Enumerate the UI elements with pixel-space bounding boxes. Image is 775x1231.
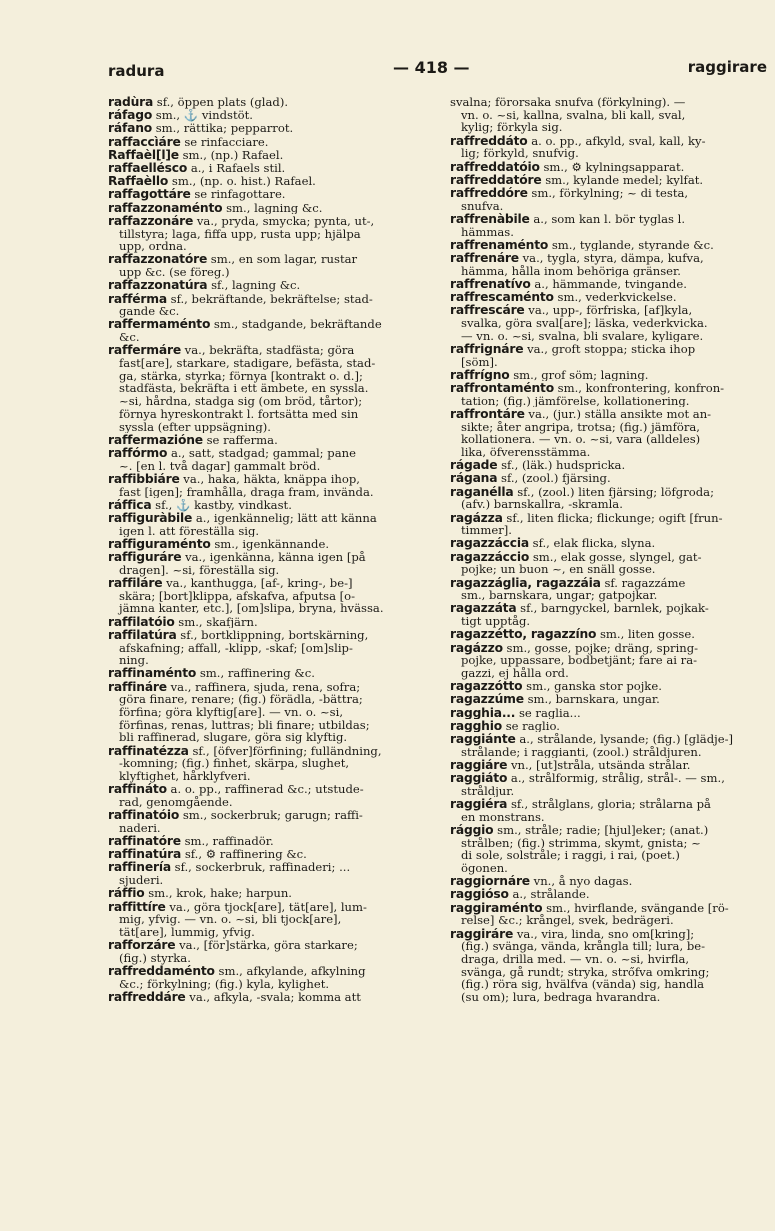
dictionary-entry [450, 512, 768, 537]
entry-definition: sf., sockerbruk, raffinaderi; ... sjuderi. [119, 861, 351, 887]
entry-definition: va., upp-, förfriska, [af]kyla, svalka, göra sval[are]; läska, vederkvicka. — vn. o. ~si, svalna, bli svalare, kyligare. [461, 304, 708, 343]
entry-headword: ráfago [108, 109, 153, 122]
entry-definition: sm., rättika; pepparrot. [155, 122, 294, 136]
entry-definition: sf., strålglans, gloria; strålarna på en monstrans. [461, 797, 711, 824]
entry-headword: ragazzáta [450, 602, 517, 616]
dictionary-entry [108, 215, 433, 253]
entry-headword: Raffaèl[l]e [108, 148, 179, 162]
entry-definition: va., pryda, smycka; pynta, ut-, tillstyra; laga, fiffa upp, rusta upp; hjälpa upp, ordna. [119, 214, 375, 253]
dictionary-entry [450, 875, 768, 888]
entry-definition: sm., stråle; radie; [hjul]eker; (anat.) strålben; (fig.) strimma, skymt, gnista; ~ di sole, solstråle; i raggi, i rai, (poet.) ögonen. [461, 823, 709, 875]
entry-headword: ragazzúme [450, 693, 524, 707]
entry-definition: sm., elak gosse, slyngel, gat- pojke; un buon ~, en snäll gosse. [461, 550, 702, 577]
dictionary-entry [450, 772, 768, 797]
entry-headword: ragazzáccio [450, 550, 530, 564]
dictionary-entry [108, 835, 433, 848]
dictionary-entry [108, 149, 433, 162]
entry-definition: svalna; förorsaka snufva (förkylning). — vn. o. ~si, kallna, svalna, bli kall, sval, kylig; förkyla sig. [450, 96, 686, 135]
dictionary-entry [108, 901, 433, 939]
dictionary-entry [108, 745, 433, 783]
dictionary-entry [450, 304, 768, 342]
left-guide-word: radura [108, 62, 165, 80]
dictionary-entry [108, 293, 433, 318]
dictionary-entry [108, 96, 433, 109]
entry-definition: a., som kan l. bör tyglas l. hämmas. [461, 212, 686, 239]
entry-headword: raffrignáre [450, 342, 524, 356]
dictionary-entry [108, 279, 433, 292]
dictionary-entry [450, 642, 768, 680]
dictionary-entry [450, 707, 768, 720]
entry-definition: sm., krok, hake; harpun. [148, 887, 292, 901]
dictionary-entry [108, 551, 433, 576]
entry-definition: va., raffinera, sjuda, rena, sofra; göra finare, renare; (fig.) förädla, -bättra; förfina; göra klyftig[are]. — vn. o. ~si, förfinas, renas, luttras; bli finare; utbildas; bli raffinerad, slugare, göra sig klyftig. [119, 680, 370, 745]
entry-headword: ragazzétto, ragazzíno [450, 628, 597, 642]
entry-definition: sf., ⚓ kastby, vindkast. [155, 498, 292, 512]
entry-definition: a., strålande. [512, 888, 590, 902]
entry-headword: raffermáre [108, 344, 181, 358]
entry-definition: va., haka, häkta, knäppa ihop, fast [igen]; framhålla, draga fram, invända. [119, 472, 374, 499]
entry-definition: sm., skafjärn. [178, 615, 258, 629]
dictionary-entry [108, 667, 433, 680]
entry-definition: sm., raffinadör. [184, 835, 274, 848]
entry-headword: raffilatúra [108, 628, 177, 642]
dictionary-entry [108, 434, 433, 447]
entry-headword: raffermaménto [108, 318, 211, 332]
entry-definition: va., göra tjock[are], tät[are], lum- mig, yfvig. — vn. o. ~si, bli tjock[are], tät[are], lummig, yfvig. [119, 900, 367, 939]
entry-headword: raffreddatóre [450, 173, 542, 187]
entry-definition: va., kanthugga, [af-, kring-, be-] skära; [bort]klippa, afskafva, afputsa [o- jämna kanter, etc.], [om]slipa, bryna, hvässa. [119, 577, 384, 616]
dictionary-entry [450, 369, 768, 382]
entry-definition: va., tygla, styra, dämpa, kufva, hämma, hålla inom behöriga gränser. [461, 251, 704, 278]
dictionary-entry [450, 902, 768, 927]
entry-headword: ráffio [108, 887, 145, 901]
entry-headword: raffaccìáre [108, 135, 181, 149]
entry-headword: raffrenáre [450, 251, 519, 265]
entry-definition: a., i Rafaels stil. [190, 162, 286, 175]
dictionary-entry [450, 278, 768, 291]
dictionary-entry [108, 783, 433, 808]
entry-headword: raffittíre [108, 900, 166, 914]
entry-definition: sm., en som lagar, rustar upp &c. (se föreg.) [119, 253, 358, 279]
entry-headword: ráffica [108, 498, 152, 512]
entry-headword: raggiraménto [450, 901, 543, 915]
entry-definition: vn., å nyo dagas. [533, 875, 633, 888]
dictionary-entry [450, 693, 768, 706]
entry-headword: raggióso [450, 888, 509, 902]
entry-headword: raggiáto [450, 772, 508, 786]
entry-definition: a., strålformig, strålig, strål-. — sm., stråldjur. [461, 772, 725, 798]
entry-definition: sf., öppen plats (glad). [156, 96, 289, 109]
entry-headword: raffazzonatóre [108, 253, 208, 267]
entry-headword: raggiráre [450, 927, 514, 941]
entry-definition: sm., gosse, pojke; dräng, spring- pojke, uppassare, bodbetjänt; fare ai ra- gazzi, ej hålla ord. [461, 641, 699, 680]
entry-definition: sm., ganska stor pojke. [526, 680, 662, 693]
entry-definition: sf., [öfver]förfining; fulländning, -komning; (fig.) finhet, skärpa, slughet, klyftighet, hårklyfveri. [119, 744, 382, 783]
dictionary-entry [450, 252, 768, 277]
dictionary-entry [108, 202, 433, 215]
entry-definition: se rinfacciare. [184, 135, 269, 149]
entry-definition: sf., elak flicka, slyna. [532, 537, 656, 551]
entry-headword: ragázzo [450, 641, 503, 655]
entry-definition: sm., hvirflande, svängande [rö- relse] &c.; krångel, svek, bedrägeri. [461, 901, 729, 927]
entry-headword: rafforzáre [108, 939, 176, 953]
entry-headword: ragazzáglia, ragazzáia [450, 576, 601, 590]
entry-definition: se rafferma. [206, 433, 278, 447]
entry-definition: sf., barngyckel, barnlek, pojkak- tigt upptåg. [461, 602, 709, 628]
entry-definition: sm., ⚙ kylningsapparat. [543, 160, 685, 174]
entry-headword: raffrescaménto [450, 291, 554, 304]
entry-headword: raffinatóre [108, 835, 181, 848]
entry-headword: raggiornáre [450, 875, 530, 888]
entry-headword: rágana [450, 472, 498, 486]
dictionary-entry [450, 291, 768, 304]
dictionary-entry [108, 109, 433, 122]
entry-definition: sm., stadgande, bekräftande &c. [119, 318, 382, 344]
dictionary-entry [108, 939, 433, 964]
entry-definition: sm., (np. o. hist.) Rafael. [171, 175, 316, 188]
entry-headword: raffinatóio [108, 809, 180, 823]
entry-headword: raffórmo [108, 446, 168, 460]
entry-headword: raffrescáre [450, 304, 525, 318]
entry-headword: raffrenatívo [450, 277, 531, 291]
dictionary-entry [108, 577, 433, 615]
entry-definition: sf., (läk.) hudspricka. [501, 459, 626, 472]
dictionary-entry [108, 681, 433, 745]
entry-definition: va., bekräfta, stadfästa; göra fast[are], starkare, stadigare, befästa, stad- ga, stärka, styrka; förnya [kontrakt o. d.]; stadfästa, bekräfta i ett ämbete, en syssla. ~si, hårdna, stadga sig (om bröd, tårtor); förnya hyreskontrakt l. fortsätta med sin syssla (efter uppsägning). [119, 344, 376, 434]
dictionary-entry [450, 161, 768, 174]
entry-definition: sm., förkylning; ~ di testa, snufva. [461, 186, 689, 213]
entry-definition: a. o. pp., afkyld, sval, kall, ky- lig; förkyld, snufvig. [461, 134, 706, 161]
entry-definition: sm., konfrontering, konfron- tation; (fig.) jämförelse, kollationering. [461, 381, 725, 408]
entry-definition: sm., grof söm; lagning. [513, 368, 649, 382]
dictionary-entry [450, 382, 768, 407]
dictionary-entry [108, 162, 433, 175]
dictionary-entry [450, 720, 768, 733]
entry-headword: raggiánte [450, 732, 516, 746]
dictionary-entry [450, 577, 768, 602]
dictionary-entry [450, 408, 768, 459]
dictionary-entry [108, 809, 433, 834]
entry-headword: raganélla [450, 485, 514, 499]
entry-definition: va., vira, linda, sno om[kring]; (fig.) svänga, vända, krångla till; lura, be- draga, drilla med. — vn. o. ~si, hvirfla, svänga, gå rundt; stryka, strőfva omkring; (fig.) röra sig, hvälfva (vända) sig, handla (su om); lura, bedraga hvarandra. [461, 927, 710, 1004]
entry-headword: raggiéra [450, 797, 508, 811]
entry-definition: se raglia... [518, 706, 581, 720]
entry-definition: va., afkyla, -svala; komma att [189, 991, 361, 1004]
entry-headword: ragghia... [450, 706, 516, 720]
entry-definition: sm., (np.) Rafael. [182, 148, 284, 162]
entry-headword: raffrígno [450, 368, 510, 382]
dictionary-entry [108, 616, 433, 629]
dictionary-entry [450, 187, 768, 212]
dictionary-entry [108, 848, 433, 861]
dictionary-entry [108, 538, 433, 551]
dictionary-entry [450, 798, 768, 823]
dictionary-entry [450, 343, 768, 368]
dictionary-entry [450, 759, 768, 772]
page-number: — 418 — [393, 58, 470, 77]
dictionary-entry [108, 344, 433, 433]
entry-definition: a., igenkännelig; lätt att känna igen l. att föreställa sig. [119, 512, 377, 538]
left-column [108, 96, 433, 1004]
entry-headword: raffazzonáre [108, 214, 194, 228]
entry-headword: ragázza [450, 511, 503, 525]
entry-definition: a., strålande, lysande; (fig.) [glädje-] strålande; i raggianti, (zool.) stråldjuren. [461, 732, 734, 759]
dictionary-entry [450, 459, 768, 472]
entry-headword: raffazzonatúra [108, 279, 208, 293]
entry-headword: raffrontaménto [450, 381, 554, 395]
dictionary-entry [108, 318, 433, 343]
dictionary-entry [450, 628, 768, 641]
entry-headword: ragazzáccia [450, 537, 529, 551]
entry-definition: a. o. pp., raffinerad &c.; utstude- rad, genomgående. [119, 783, 364, 809]
dictionary-entry [450, 239, 768, 252]
entry-definition: va., groft stoppa; sticka ihop [söm]. [461, 342, 696, 369]
dictionary-entry [108, 188, 433, 201]
entry-definition: sm., afkylande, afkylning &c.; förkylning; (fig.) kyla, kylighet. [119, 965, 366, 991]
dictionary-entry [108, 499, 433, 512]
entry-headword: raffináre [108, 680, 167, 694]
entry-headword: raffazzonaménto [108, 201, 223, 215]
entry-headword: raffagottáre [108, 188, 191, 202]
entry-definition: sf., liten flicka; flickunge; ogift [frun- timmer]. [461, 511, 723, 537]
entry-headword: raffinaménto [108, 667, 197, 681]
entry-headword: raffreddóre [450, 186, 528, 200]
entry-headword: ragazzótto [450, 680, 523, 693]
entry-definition: va., igenkänna, känna igen [på dragen]. ~si, föreställa sig. [119, 551, 366, 577]
entry-definition: va., [för]stärka, göra starkare; (fig.) styrka. [119, 939, 358, 965]
entry-headword: raffreddaménto [108, 965, 215, 979]
entry-definition: sm., kylande medel; kylfat. [545, 173, 704, 187]
right-column [450, 96, 768, 1004]
entry-definition: sf., bekräftande, bekräftelse; stad- gande &c. [119, 292, 373, 318]
dictionary-entry [108, 861, 433, 886]
entry-definition: sm., ⚓ vindstöt. [155, 109, 253, 122]
dictionary-entry [108, 447, 433, 472]
entry-definition: sf., (zool.) liten fjärsing; löfgroda; (afv.) barnskallra, -skramla. [461, 485, 714, 511]
entry-definition: sm., sockerbruk; garugn; raffi- naderi. [119, 809, 363, 835]
entry-headword: raffiláre [108, 577, 163, 591]
dictionary-entry [108, 887, 433, 900]
dictionary-entry [450, 888, 768, 901]
dictionary-entry [450, 602, 768, 627]
entry-definition: a., satt, stadgad; gammal; pane ~. [en l. två dagar] gammalt bröd. [119, 446, 356, 473]
dictionary-entry [108, 965, 433, 990]
entry-headword: radùra [108, 96, 154, 109]
dictionary-entry [450, 824, 768, 875]
dictionary-entry [108, 136, 433, 149]
entry-headword: raffinería [108, 861, 171, 875]
entry-definition: sm., liten gosse. [599, 628, 695, 642]
entry-headword: raffaellésco [108, 162, 188, 175]
dictionary-entry [450, 472, 768, 485]
dictionary-entry [450, 680, 768, 693]
dictionary-entry [108, 122, 433, 135]
entry-definition: se rinfagottare. [194, 188, 286, 202]
entry-definition: sm., igenkännande. [214, 537, 330, 551]
dictionary-entry [450, 135, 768, 160]
entry-definition: sm., lagning &c. [226, 201, 323, 215]
entry-headword: raffiguraménto [108, 537, 211, 551]
entry-definition: sf., ⚙ raffinering &c. [184, 848, 307, 861]
entry-definition: vn., [ut]stråla, utsända strålar. [510, 758, 691, 772]
dictionary-entry [108, 512, 433, 537]
entry-definition: sm., tyglande, styrande &c. [551, 238, 714, 252]
entry-headword: ragghio [450, 719, 502, 733]
entry-definition: sf. ragazzáme sm., barnskara, ungar; gatpojkar. [461, 576, 686, 602]
dictionary-entry [108, 991, 433, 1004]
dictionary-entry [108, 629, 433, 667]
entry-headword: raffrenaménto [450, 238, 549, 252]
dictionary-entry [108, 175, 433, 188]
entry-definition: se raglio. [505, 719, 560, 733]
entry-definition: sf., bortklippning, bortskärning, afskafning; affall, -klipp, -skaf; [om]slip- ning. [119, 628, 369, 667]
entry-headword: raffinatúra [108, 848, 182, 861]
entry-definition: sm., vederkvickelse. [557, 291, 677, 304]
entry-definition: sf., lagning &c. [211, 279, 301, 293]
entry-headword: raffreddáto [450, 134, 528, 148]
entry-headword: rágade [450, 459, 498, 472]
entry-headword: raffináto [108, 783, 167, 797]
entry-headword: raffrenàbile [450, 212, 530, 226]
dictionary-entry [450, 96, 768, 134]
dictionary-entry [450, 537, 768, 550]
dictionary-entry [450, 551, 768, 576]
entry-headword: raffinatézza [108, 744, 189, 758]
dictionary-entry [450, 213, 768, 238]
entry-headword: raffibbiáre [108, 472, 180, 486]
dictionary-entry [108, 253, 433, 278]
entry-definition: sf., (zool.) fjärsing. [501, 472, 611, 486]
entry-definition: sm., barnskara, ungar. [527, 693, 660, 707]
entry-headword: rággio [450, 823, 494, 837]
entry-headword: raggiáre [450, 758, 508, 772]
entry-headword: ráfano [108, 122, 153, 136]
entry-headword: Raffaèllo [108, 175, 169, 188]
entry-headword: raffiguràbile [108, 512, 193, 525]
entry-definition: va., (jur.) ställa ansikte mot an- sikte; åter angripa, trotsa; (fig.) jämföra, kollationera. — vn. o. ~si, vara (alldeles) lika, öfverensstämma. [461, 407, 712, 459]
entry-headword: rafférma [108, 292, 167, 306]
dictionary-entry [450, 733, 768, 758]
entry-headword: raffermazióne [108, 433, 203, 447]
entry-headword: raffreddatóio [450, 160, 540, 174]
dictionary-entry [108, 473, 433, 498]
dictionary-entry [450, 928, 768, 1004]
entry-definition: a., hämmande, tvingande. [534, 277, 687, 291]
entry-definition: sm., raffinering &c. [199, 667, 315, 681]
entry-headword: raffrontáre [450, 407, 525, 421]
entry-headword: raffilatóio [108, 615, 175, 629]
page-header [108, 58, 767, 82]
dictionary-entry [450, 486, 768, 511]
dictionary-entry [450, 174, 768, 187]
entry-headword: raffreddáre [108, 991, 186, 1004]
entry-headword: raffiguráre [108, 551, 182, 565]
right-guide-word: raggirare [687, 58, 767, 76]
